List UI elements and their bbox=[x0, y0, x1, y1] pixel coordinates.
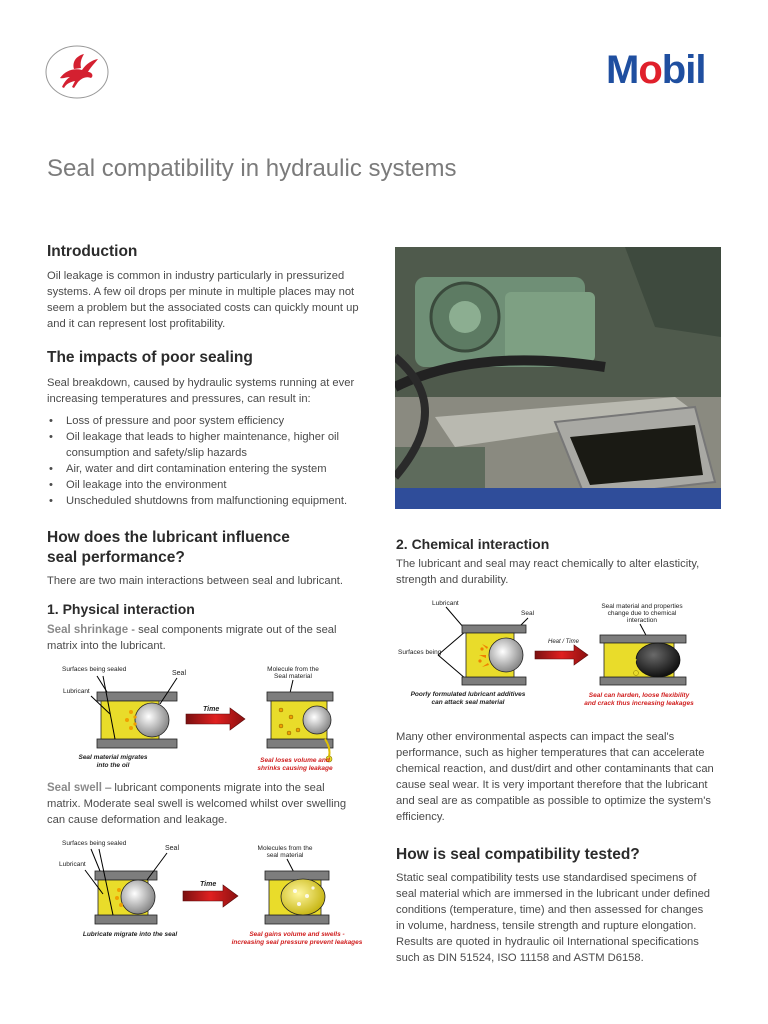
list-item: • Air, water and dirt contamination entering the system bbox=[47, 461, 377, 477]
list-item: • Oil leakage into the environment bbox=[47, 477, 377, 493]
label-surfaces: Surfaces being sealed bbox=[62, 840, 127, 847]
label-lubricant: Lubricant bbox=[59, 861, 86, 868]
impacts-list bbox=[47, 413, 377, 509]
caption-left: Lubricate migrate into the seal bbox=[82, 931, 178, 938]
list-item: • Oil leakage that leads to higher maintenance, higher oil consumption and safety/slip hazards bbox=[47, 429, 377, 461]
caption-right-1: Seal can harden, loose flexibility bbox=[588, 692, 690, 699]
label-surfaces: Surfaces being bbox=[398, 649, 442, 656]
list-item: • Loss of pressure and poor system efficiency bbox=[47, 413, 377, 429]
caption-left-2: can attack seal material bbox=[431, 699, 505, 706]
tested-paragraph: Static seal compatibility tests use standardised specimens of seal material which are immersed in the lubricant under defined conditions (temperature, time) and then assessed for changes in volume, hardness, tensile strength and rupture elongation. Results are quoted in hydraulic oil International specifications such as DIN 51524, ISO 11158 and ASTM D6158. bbox=[396, 872, 711, 964]
caption-right-1: Seal gains volume and swells - bbox=[249, 931, 345, 938]
shrinkage-label: Seal shrinkage bbox=[47, 624, 129, 636]
pegasus-logo bbox=[44, 44, 110, 100]
label-lubricant: Lubricant bbox=[432, 600, 459, 607]
chemical-paragraph: The lubricant and seal may react chemically to alter elasticity, strength and durability. bbox=[396, 558, 700, 586]
caption-right-2: and crack thus increasing leakages bbox=[584, 700, 694, 707]
caption-right-2: increasing seal pressure prevent leakages bbox=[231, 939, 363, 946]
environment-paragraph: Many other environmental aspects can impact the seal's performance, such as higher temperatures that can accelerate chemical reaction, and dust/dirt and other contaminants that can cause seal wear. It is very important therefore that the lubricant and seal are as compatible as possible to optimize the system's efficiency. bbox=[396, 731, 714, 823]
influence-heading: How does the lubricant influence seal performance? bbox=[47, 529, 290, 566]
intro-paragraph: Oil leakage is common in industry particularly in pressurized systems. A few oil drops per minute in multiple places may not seem a problem but the associated costs can quickly mount up and it can represent lost profitability. bbox=[47, 270, 359, 330]
shrinkage-diagram bbox=[55, 662, 355, 777]
chemical-heading: 2. Chemical interaction bbox=[396, 536, 550, 552]
shrinkage-paragraph: Seal shrinkage - seal components migrate out of the seal matrix into the lubricant. bbox=[47, 624, 337, 652]
label-change-2: change due to chemical bbox=[607, 610, 677, 617]
label-molecule-1: Molecule from the bbox=[267, 666, 319, 673]
swell-label: Seal swell bbox=[47, 782, 102, 794]
physical-heading: 1. Physical interaction bbox=[47, 601, 195, 617]
impacts-paragraph: Seal breakdown, caused by hydraulic systems running at ever increasing temperatures and pressures, can result in: bbox=[47, 377, 355, 405]
impacts-heading: The impacts of poor sealing bbox=[47, 349, 253, 366]
caption-right-1: Seal loses volume and bbox=[260, 757, 330, 764]
label-seal: Seal bbox=[521, 610, 535, 617]
page-title: Seal compatibility in hydraulic systems bbox=[47, 155, 457, 182]
label-time: Time bbox=[200, 881, 217, 888]
tested-heading: How is seal compatibility tested? bbox=[396, 846, 640, 863]
intro-heading: Introduction bbox=[47, 243, 138, 260]
influence-text: There are two main interactions between seal and lubricant. bbox=[47, 575, 344, 587]
label-change-1: Seal material and properties bbox=[601, 603, 683, 610]
label-molecules-1: Molecules from the bbox=[257, 845, 313, 852]
caption-left-2: into the oil bbox=[96, 762, 130, 769]
label-surfaces: Surfaces being sealed bbox=[62, 666, 127, 673]
label-molecules-2: seal material bbox=[266, 852, 304, 859]
mobil-logo: Mobil bbox=[606, 48, 706, 92]
label-lubricant: Lubricant bbox=[63, 688, 90, 695]
chemical-diagram bbox=[396, 597, 716, 712]
caption-left-1: Poorly formulated lubricant additives bbox=[410, 691, 526, 698]
label-seal: Seal bbox=[165, 845, 180, 852]
label-seal: Seal bbox=[172, 670, 187, 677]
list-item: • Unscheduled shutdowns from malfunctioning equipment. bbox=[47, 493, 377, 509]
label-molecule-2: Seal material bbox=[274, 673, 312, 680]
label-time: Time bbox=[203, 706, 220, 713]
swell-diagram bbox=[55, 836, 375, 951]
caption-right-2: shrinks causing leakage bbox=[257, 765, 333, 772]
label-heat-time: Heat / Time bbox=[548, 639, 579, 645]
hydraulic-equipment-photo bbox=[395, 247, 721, 509]
photo-accent-band bbox=[395, 488, 721, 509]
label-change-3: interaction bbox=[627, 617, 657, 624]
swell-paragraph: Seal swell – lubricant components migrate into the seal matrix. Moderate seal swell is welcomed whilst over swelling can cause deformation and leakage. bbox=[47, 782, 347, 826]
caption-left-1: Seal material migrates bbox=[78, 754, 148, 761]
